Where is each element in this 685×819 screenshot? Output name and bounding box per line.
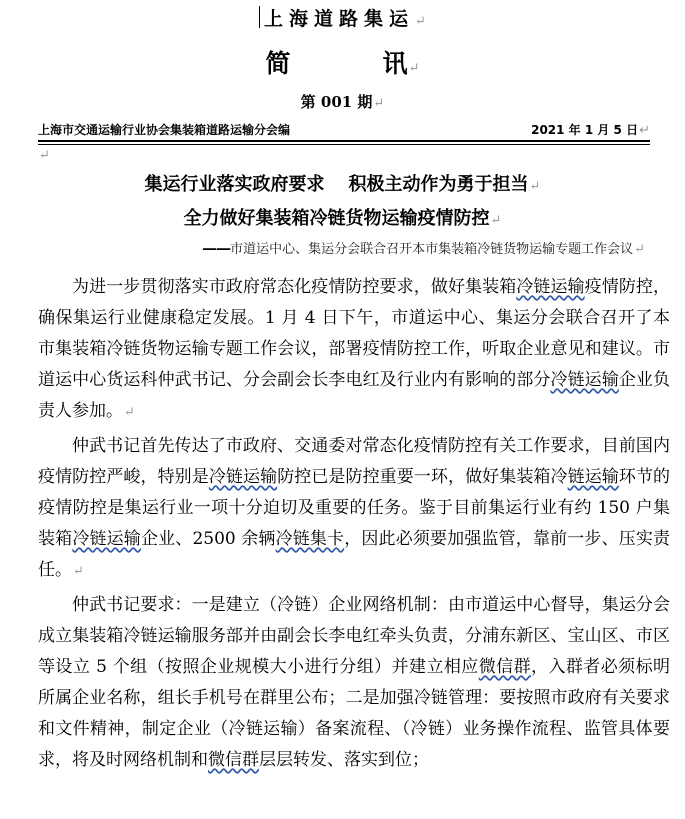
- header-rule-thin: [38, 144, 650, 145]
- header-rule-thick: [38, 140, 650, 142]
- paragraph-mark-icon: ↵: [124, 405, 135, 420]
- spellcheck-term: 微信群: [208, 750, 259, 770]
- paragraph-mark-icon: ↵: [490, 213, 502, 228]
- spellcheck-term: 冷链运输: [550, 370, 619, 390]
- article-title-line2-text: 全力做好集装箱冷链货物运输疫情防控: [183, 208, 490, 229]
- paragraph-mark-icon: ↵: [639, 123, 650, 138]
- issue-number: [0, 91, 685, 112]
- bulletin-title-right: 讯: [382, 49, 408, 78]
- text-run: ，因此必须要加强监管，靠前一步、压实责任。: [38, 529, 671, 580]
- text-run: 防控已是防控重要一环，做好集装箱冷: [277, 467, 568, 487]
- spellcheck-term: 冷链运输: [208, 467, 278, 487]
- paragraph-mark-icon: ↵: [73, 564, 84, 579]
- spellcheck-term: 冷链运输: [516, 277, 585, 297]
- issue-number-text: 第 001 期: [300, 93, 373, 111]
- text-run: 企业负责人参加。: [38, 370, 671, 421]
- text-run: ，入群者必须标明所属企业名称，组长手机号在群里公布；二是加强冷链管理：要按照市政府有关要求和文件精神，制定企业（冷链运输）备案流程、（冷链）业务操作流程、监管具体要求，将及时网络机制和: [38, 657, 671, 770]
- publisher-row: [38, 121, 650, 139]
- paragraph-mark-icon: ↵: [373, 96, 385, 111]
- subtitle-dash: ——: [202, 239, 231, 257]
- text-cursor: [259, 6, 260, 28]
- paragraph-1: [38, 272, 670, 428]
- text-run: 疫情防控，确保集运行业健康稳定发展。1 月 4 日下午，市道运中心、集运分会联合召开了本市集装箱冷链货物运输专题工作会议，部署疫情防控工作，听取企业意见和建议。市道运中心货运科仲武书记、分会副会长李电红及行业内有影响的部分: [38, 277, 671, 390]
- bulletin-title-left: 简: [265, 49, 291, 78]
- spellcheck-term: 微信群: [478, 657, 532, 677]
- article-title-part2: 积极主动作为勇于担当: [348, 174, 529, 195]
- spellcheck-term: 链运输: [567, 467, 619, 487]
- paragraph-3: [38, 590, 670, 776]
- article-title-part1: 集运行业落实政府要求: [144, 174, 325, 195]
- paragraph-mark-icon: ↵: [634, 242, 645, 257]
- text-run: 环节的疫情防控是集运行业一项十分迫切及重要的任务。鉴于目前集运行业有约 150 户集装箱: [38, 467, 671, 549]
- article-title-line2: [0, 204, 685, 230]
- masthead: [0, 4, 685, 31]
- text-run: 仲武书记要求：一是建立（冷链）企业网络机制：由市道运中心督导，集运分会成立集装箱冷链运输服务部并由副会长李电红牵头负责，分浦东新区、宝山区、市区等设立 5 个组（按照企业规模大小进行分组）并建立相应: [38, 595, 670, 677]
- organization-name: 上海道路集运: [264, 8, 415, 30]
- spellcheck-term: 冷链集卡: [275, 529, 345, 549]
- text-run: 仲武书记首先传达了市政府、交通委对常态化疫情防控有关工作要求，目前国内疫情防控严峻，特别是: [38, 436, 670, 487]
- text-run: 为进一步贯彻落实市政府常态化疫情防控要求，做好集装箱: [72, 277, 517, 297]
- paragraph-2: [38, 431, 670, 587]
- publisher: 上海市交通运输行业协会集装箱道路运输分会编: [38, 123, 291, 137]
- spellcheck-term: 冷链运输: [72, 529, 141, 549]
- bulletin-title: [0, 44, 685, 80]
- publish-date: [531, 121, 650, 138]
- paragraph-mark-icon: ↵: [39, 148, 50, 163]
- article-title-line1: [0, 170, 685, 196]
- text-run: 层层转发、落实到位；: [259, 750, 429, 770]
- subtitle-text: 市道运中心、集运分会联合召开本市集装箱冷链货物运输专题工作会议: [230, 242, 634, 257]
- text-run: 企业、2500 余辆: [140, 529, 276, 549]
- paragraph-mark-icon: ↵: [415, 14, 426, 29]
- publish-date-text: 2021 年 1 月 5 日: [531, 123, 639, 137]
- paragraph-mark-icon: ↵: [408, 61, 420, 76]
- paragraph-mark-icon: ↵: [529, 179, 541, 194]
- article-subtitle: [202, 238, 645, 257]
- article-body: [38, 272, 670, 779]
